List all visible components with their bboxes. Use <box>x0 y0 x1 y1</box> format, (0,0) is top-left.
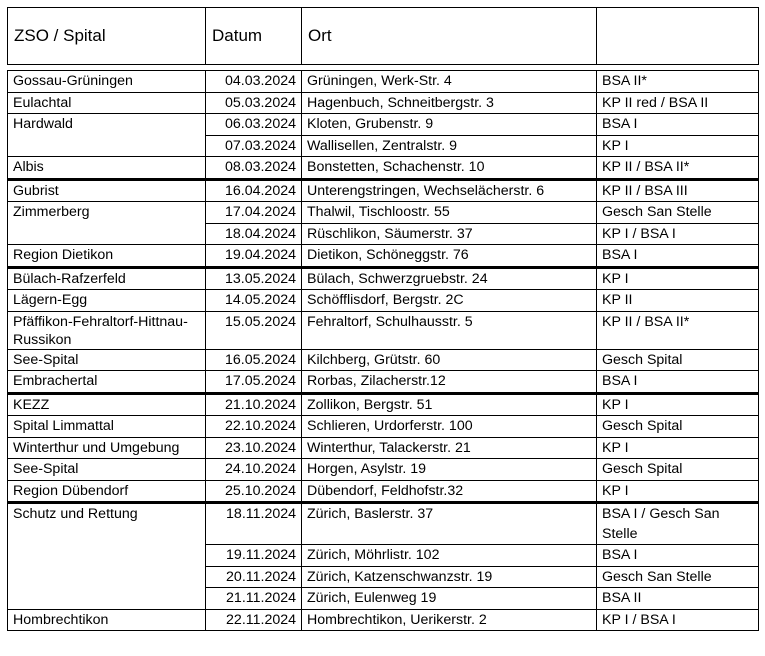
zso-cell: Gossau-Grüningen <box>8 71 206 93</box>
header-row <box>8 8 759 65</box>
schedule-document <box>7 7 758 631</box>
type-cell: BSA II* <box>597 71 759 93</box>
table-row <box>8 114 759 136</box>
table-row <box>8 480 759 503</box>
type-cell: Gesch Spital <box>597 349 759 371</box>
type-cell: Gesch San Stelle <box>597 202 759 224</box>
date-cell: 19.04.2024 <box>206 245 302 268</box>
type-cell: KP I <box>597 267 759 290</box>
table-row <box>8 503 759 545</box>
zso-cell: Pfäffikon-Fehraltorf-Hittnau-Russikon <box>8 311 206 349</box>
table-row <box>8 459 759 481</box>
table-row <box>8 157 759 180</box>
location-cell: Winterthur, Talackerstr. 21 <box>302 437 597 459</box>
location-cell: Rüschlikon, Säumerstr. 37 <box>302 223 597 245</box>
zso-cell: See-Spital <box>8 459 206 481</box>
zso-cell: Hombrechtikon <box>8 609 206 631</box>
date-cell: 06.03.2024 <box>206 114 302 136</box>
location-cell: Schöfflisdorf, Bergstr. 2C <box>302 290 597 312</box>
type-cell: KP II / BSA III <box>597 179 759 202</box>
location-cell: Bülach, Schwerzgruebstr. 24 <box>302 267 597 290</box>
location-cell: Zollikon, Bergstr. 51 <box>302 393 597 416</box>
table-row <box>8 71 759 93</box>
location-cell: Bonstetten, Schachenstr. 10 <box>302 157 597 180</box>
location-cell: Thalwil, Tischloostr. 55 <box>302 202 597 224</box>
table-row <box>8 349 759 371</box>
date-cell: 08.03.2024 <box>206 157 302 180</box>
date-cell: 18.11.2024 <box>206 503 302 545</box>
zso-cell: Bülach-Rafzerfeld <box>8 267 206 290</box>
type-cell: KP I / BSA I <box>597 223 759 245</box>
location-cell: Schlieren, Urdorferstr. 100 <box>302 416 597 438</box>
zso-cell: Spital Limmattal <box>8 416 206 438</box>
table-row <box>8 202 759 224</box>
table-row <box>8 311 759 349</box>
date-cell: 13.05.2024 <box>206 267 302 290</box>
type-cell: KP I <box>597 135 759 157</box>
date-cell: 21.10.2024 <box>206 393 302 416</box>
type-cell: KP II / BSA II* <box>597 311 759 349</box>
type-cell: BSA I / Gesch San Stelle <box>597 503 759 545</box>
location-cell: Zürich, Möhrlistr. 102 <box>302 545 597 567</box>
date-cell: 23.10.2024 <box>206 437 302 459</box>
type-cell: KP II red / BSA II <box>597 92 759 114</box>
date-cell: 20.11.2024 <box>206 566 302 588</box>
zso-cell: See-Spital <box>8 349 206 371</box>
type-cell: KP I <box>597 480 759 503</box>
table-row <box>8 179 759 202</box>
type-cell: BSA I <box>597 245 759 268</box>
location-cell: Zürich, Baslerstr. 37 <box>302 503 597 545</box>
table-row <box>8 393 759 416</box>
date-cell: 25.10.2024 <box>206 480 302 503</box>
date-cell: 21.11.2024 <box>206 588 302 610</box>
header-zso: ZSO / Spital <box>8 8 206 65</box>
type-cell: KP I <box>597 437 759 459</box>
zso-cell: Gubrist <box>8 179 206 202</box>
schedule-table <box>7 7 759 631</box>
table-row <box>8 371 759 394</box>
zso-cell: Lägern-Egg <box>8 290 206 312</box>
type-cell: KP I <box>597 393 759 416</box>
location-cell: Hombrechtikon, Uerikerstr. 2 <box>302 609 597 631</box>
date-cell: 04.03.2024 <box>206 71 302 93</box>
location-cell: Wallisellen, Zentralstr. 9 <box>302 135 597 157</box>
type-cell: Gesch Spital <box>597 459 759 481</box>
table-row <box>8 416 759 438</box>
date-cell: 16.04.2024 <box>206 179 302 202</box>
table-row <box>8 92 759 114</box>
location-cell: Zürich, Katzenschwanzstr. 19 <box>302 566 597 588</box>
location-cell: Dietikon, Schöneggstr. 76 <box>302 245 597 268</box>
zso-cell: Hardwald <box>8 114 206 157</box>
header-datum: Datum <box>206 8 302 65</box>
type-cell: KP I / BSA I <box>597 609 759 631</box>
zso-cell: KEZZ <box>8 393 206 416</box>
location-cell: Zürich, Eulenweg 19 <box>302 588 597 610</box>
table-row <box>8 437 759 459</box>
location-cell: Kilchberg, Grütstr. 60 <box>302 349 597 371</box>
type-cell: KP II <box>597 290 759 312</box>
type-cell: BSA II <box>597 588 759 610</box>
zso-cell: Eulachtal <box>8 92 206 114</box>
table-row <box>8 245 759 268</box>
date-cell: 24.10.2024 <box>206 459 302 481</box>
date-cell: 16.05.2024 <box>206 349 302 371</box>
zso-cell: Embrachertal <box>8 371 206 394</box>
type-cell: BSA I <box>597 371 759 394</box>
date-cell: 22.10.2024 <box>206 416 302 438</box>
header-typ <box>597 8 759 65</box>
type-cell: Gesch Spital <box>597 416 759 438</box>
date-cell: 05.03.2024 <box>206 92 302 114</box>
zso-cell: Schutz und Rettung <box>8 503 206 610</box>
location-cell: Rorbas, Zilacherstr.12 <box>302 371 597 394</box>
location-cell: Grüningen, Werk-Str. 4 <box>302 71 597 93</box>
date-cell: 22.11.2024 <box>206 609 302 631</box>
type-cell: Gesch San Stelle <box>597 566 759 588</box>
zso-cell: Region Dietikon <box>8 245 206 268</box>
type-cell: BSA I <box>597 545 759 567</box>
header-ort: Ort <box>302 8 597 65</box>
location-cell: Hagenbuch, Schneitbergstr. 3 <box>302 92 597 114</box>
date-cell: 07.03.2024 <box>206 135 302 157</box>
zso-cell: Region Dübendorf <box>8 480 206 503</box>
date-cell: 14.05.2024 <box>206 290 302 312</box>
zso-cell: Winterthur und Umgebung <box>8 437 206 459</box>
date-cell: 18.04.2024 <box>206 223 302 245</box>
type-cell: BSA I <box>597 114 759 136</box>
date-cell: 17.05.2024 <box>206 371 302 394</box>
location-cell: Kloten, Grubenstr. 9 <box>302 114 597 136</box>
date-cell: 17.04.2024 <box>206 202 302 224</box>
zso-cell: Zimmerberg <box>8 202 206 245</box>
table-row <box>8 267 759 290</box>
table-row <box>8 609 759 631</box>
date-cell: 15.05.2024 <box>206 311 302 349</box>
zso-cell: Albis <box>8 157 206 180</box>
date-cell: 19.11.2024 <box>206 545 302 567</box>
location-cell: Horgen, Asylstr. 19 <box>302 459 597 481</box>
location-cell: Fehraltorf, Schulhausstr. 5 <box>302 311 597 349</box>
location-cell: Dübendorf, Feldhofstr.32 <box>302 480 597 503</box>
type-cell: KP II / BSA II* <box>597 157 759 180</box>
table-row <box>8 290 759 312</box>
location-cell: Unterengstringen, Wechselächerstr. 6 <box>302 179 597 202</box>
